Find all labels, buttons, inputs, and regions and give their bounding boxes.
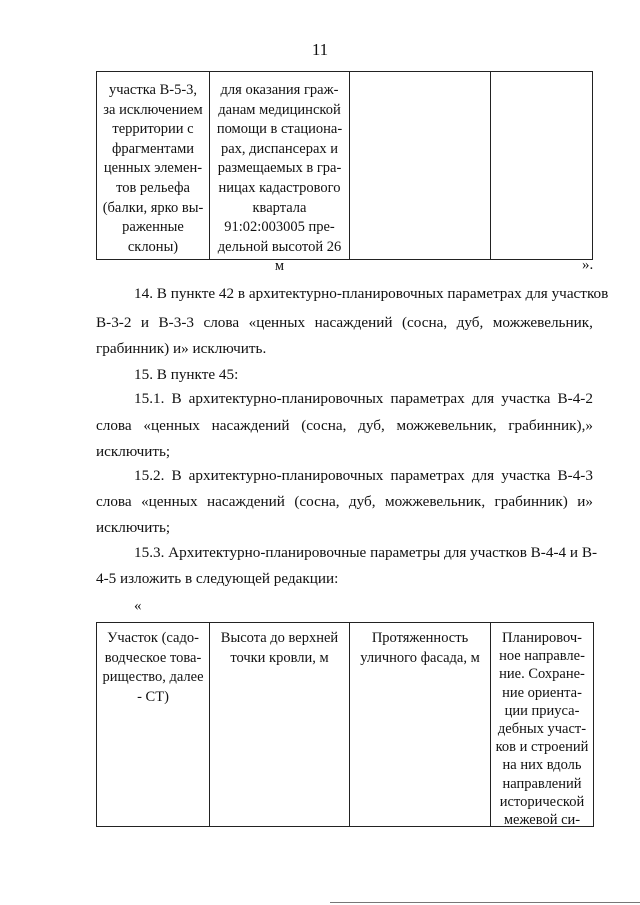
p14-line2: В-3-2 и В-3-3 слова «ценных насаждений (сосна, дуб, можжевельник,	[96, 314, 593, 331]
table-bottom-header-4: Планировоч- ное направле- ние. Сохране- ние ориента- ции приуса- дебных участ- ков и строений на них вдоль направлений исторической межевой си-	[495, 630, 589, 829]
p15-3-line2: 4-5 изложить в следующей редакции:	[96, 570, 339, 587]
p15-1-line3: исключить;	[96, 443, 171, 460]
scan-edge-line	[330, 902, 640, 903]
table-top-cell-1: участка В-5-3, за исключением территории с фрагментами ценных элемен- тов рельефа (балки, ярко вы- раженные склоны)	[102, 82, 204, 255]
table-bottom	[96, 622, 594, 827]
p15-line: 15. В пункте 45:	[134, 366, 239, 383]
p15-1-line1: 15.1. В архитектурно-планировочных параметрах для участка В-4-2	[134, 390, 593, 407]
p15-1-line2: слова «ценных насаждений (сосна, дуб, можжевельник, грабинник),»	[96, 417, 593, 434]
table-bottom-header-3: Протяженность уличного фасада, м	[360, 630, 480, 666]
p15-2-line1: 15.2. В архитектурно-планировочных параметрах для участка В-4-3	[134, 467, 593, 484]
table-top-cell-2: для оказания граж- данам медицинской помощи в стациона- рах, диспансерах и размещаемых в гра- ницах кадастрового квартала 91:02:003005 пре- дельной высотой 26 м	[216, 82, 343, 275]
p14-line3: грабинник) и» исключить.	[96, 340, 267, 357]
open-quote: «	[134, 598, 142, 614]
p15-2-line2: слова «ценных насаждений (сосна, дуб, можжевельник, грабинник) и»	[96, 493, 593, 510]
table-bottom-header-1: Участок (садо- водческое това- рищество, далее - СТ)	[102, 630, 204, 705]
p15-2-line3: исключить;	[96, 519, 171, 536]
closing-quote: ».	[582, 257, 594, 273]
p15-3-line1: 15.3. Архитектурно-планировочные параметры для участков В-4-4 и В-	[134, 544, 598, 561]
table-bottom-header-2: Высота до верхней точки кровли, м	[220, 630, 339, 666]
p14-line1: 14. В пункте 42 в архитектурно-планировочных параметрах для участков	[134, 285, 609, 302]
page-number: 11	[311, 40, 329, 59]
